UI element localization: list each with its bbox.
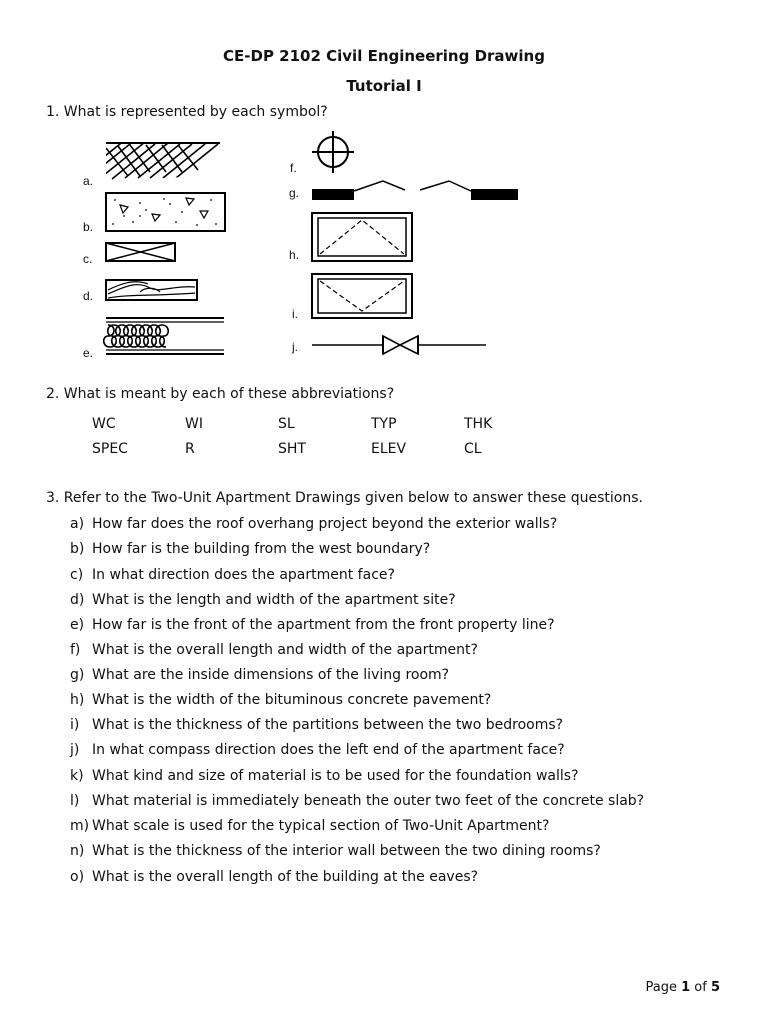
item-key: a) [70, 516, 85, 532]
page-of: of [694, 980, 707, 995]
symbol-label-g: g. [289, 186, 300, 200]
abbr-spec: SPEC [92, 441, 128, 457]
page-current: 1 [681, 980, 691, 995]
item-text: What scale is used for the typical section of Two-Unit Apartment? [92, 818, 550, 834]
item-text: What is the overall length of the building at the eaves? [92, 869, 479, 885]
page-prefix: Page [645, 980, 677, 995]
item-text: How far is the front of the apartment from the front property line? [92, 617, 555, 633]
item-text: In what compass direction does the left end of the apartment face? [92, 742, 565, 758]
item-key: l) [70, 793, 80, 809]
symbol-label-d: d. [83, 289, 94, 303]
symbol-label-i: i. [292, 307, 298, 321]
item-text: What is the overall length and width of the apartment? [92, 642, 478, 658]
abbr-typ: TYP [371, 416, 397, 432]
question-3-item [70, 742, 565, 758]
page-number [645, 980, 720, 995]
symbol-label-c: c. [83, 252, 93, 266]
item-key: k) [70, 768, 84, 784]
question-3-item [70, 617, 555, 633]
item-text: How far does the roof overhang project beyond the exterior walls? [92, 516, 558, 532]
item-text: What material is immediately beneath the outer two feet of the concrete slab? [92, 793, 645, 809]
item-text: What is the thickness of the partitions between the two bedrooms? [92, 717, 564, 733]
item-key: d) [70, 592, 85, 608]
item-key: j) [70, 742, 80, 758]
abbr-sht: SHT [278, 441, 306, 457]
question-2: 2. What is meant by each of these abbreviations? [46, 386, 395, 402]
question-3-item [70, 793, 644, 809]
question-3-item [70, 717, 563, 733]
item-key: i) [70, 717, 80, 733]
symbol-label-f: f. [290, 161, 297, 175]
question-3-item [70, 768, 579, 784]
question-3-item [70, 869, 478, 885]
symbols-figure [0, 0, 768, 400]
item-text: What is the thickness of the interior wall between the two dining rooms? [92, 843, 601, 859]
symbol-i-window [312, 274, 412, 318]
question-3: 3. Refer to the Two-Unit Apartment Drawings given below to answer these questions. [46, 490, 643, 506]
item-key: h) [70, 692, 85, 708]
item-key: g) [70, 667, 85, 683]
item-key: f) [70, 642, 81, 658]
item-key: m) [70, 818, 90, 834]
item-text: What is the length and width of the apartment site? [92, 592, 456, 608]
item-text: What is the width of the bituminous concrete pavement? [92, 692, 492, 708]
symbol-label-a: a. [83, 174, 94, 188]
symbol-label-h: h. [289, 248, 300, 262]
question-3-item [70, 667, 449, 683]
item-text: How far is the building from the west boundary? [92, 541, 431, 557]
abbr-cl: CL [464, 441, 482, 457]
page-total: 5 [710, 980, 720, 995]
item-key: c) [70, 567, 84, 583]
abbr-wc: WC [92, 416, 116, 432]
course-title: CE-DP 2102 Civil Engineering Drawing [223, 47, 545, 65]
abbr-elev: ELEV [371, 441, 407, 457]
abbr-sl: SL [278, 416, 295, 432]
item-key: e) [70, 617, 85, 633]
abbr-r: R [185, 441, 195, 457]
symbol-label-e: e. [83, 346, 94, 360]
abbr-thk: THK [464, 416, 493, 432]
symbol-b-concrete [106, 193, 225, 231]
symbol-g-window-elevation [312, 181, 518, 200]
symbol-f-circle-target [312, 131, 354, 173]
symbol-d-finished-wood [106, 280, 197, 300]
question-1: 1. What is represented by each symbol? [46, 104, 328, 120]
question-3-item [70, 843, 601, 859]
tutorial-title: Tutorial I [346, 77, 422, 95]
symbol-c-rough-lumber [106, 243, 175, 261]
question-3-item [70, 516, 557, 532]
item-key: b) [70, 541, 85, 557]
item-key: o) [70, 869, 85, 885]
question-3-item [70, 592, 456, 608]
question-3-item [70, 642, 478, 658]
item-text: What are the inside dimensions of the living room? [92, 667, 450, 683]
abbr-wi: WI [185, 416, 203, 432]
question-3-item [70, 818, 549, 834]
symbol-h-window [312, 213, 412, 261]
symbol-a-brick-hatch [100, 140, 220, 179]
item-text: In what direction does the apartment face? [92, 567, 395, 583]
symbol-e-insulation [104, 318, 224, 354]
symbol-j-valve [312, 336, 486, 354]
item-key: n) [70, 843, 85, 859]
symbol-label-b: b. [83, 220, 94, 234]
question-3-item [70, 541, 430, 557]
symbol-label-j: j. [292, 340, 298, 354]
question-3-item [70, 692, 491, 708]
item-text: What kind and size of material is to be used for the foundation walls? [92, 768, 579, 784]
question-3-item [70, 567, 395, 583]
